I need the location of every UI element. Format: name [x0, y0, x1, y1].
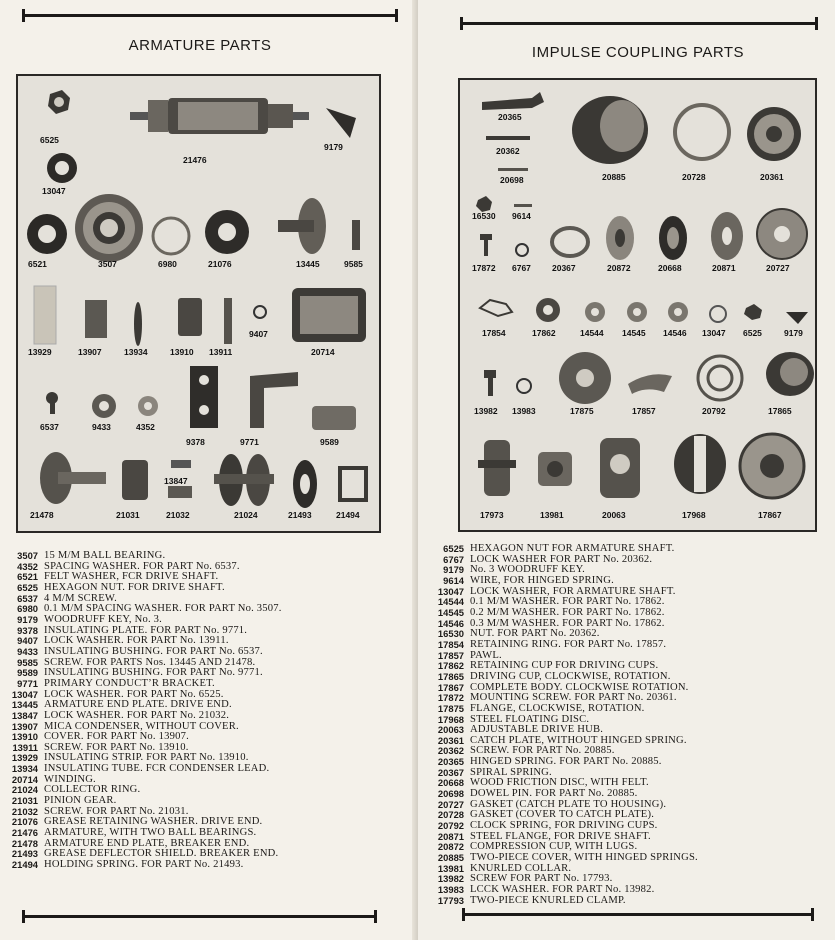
- part-number: 21076: [11, 816, 38, 828]
- part-number: 20063: [437, 724, 464, 736]
- part-number-label: 4352: [136, 422, 155, 432]
- part-description: COMPLETE BODY. CLOCKWISE ROTATION.: [470, 681, 689, 693]
- part-description: ARMATURE END PLATE. DRIVE END.: [44, 699, 232, 711]
- part-number: 13907: [11, 720, 38, 732]
- part-description: GREASE RETAINING WASHER. DRIVE END.: [44, 816, 263, 828]
- part-number: 9378: [17, 624, 38, 636]
- part-description: CLOCK SPRING, FOR DRIVING CUPS.: [470, 820, 658, 832]
- part-number: 9614: [443, 574, 464, 586]
- part-list-row: [428, 704, 833, 715]
- part-number: 17865: [437, 670, 464, 682]
- part-description: LOCK WASHER, FOR ARMATURE SHAFT.: [470, 585, 676, 597]
- part-number-label: 20727: [766, 263, 790, 273]
- part-number-label: 3507: [98, 259, 117, 269]
- part-number-label: 20367: [552, 263, 576, 273]
- part-number-label: 20063: [602, 510, 626, 520]
- part-number-label: 21494: [336, 510, 360, 520]
- part-number: 14545: [437, 606, 464, 618]
- part-number-label: 13982: [474, 406, 498, 416]
- part-description: SCREW FOR PART No. 17793.: [470, 873, 613, 885]
- part-description: FLANGE, CLOCKWISE, ROTATION.: [470, 702, 645, 714]
- part-number: 17857: [437, 649, 464, 661]
- part-number: 13445: [11, 699, 38, 711]
- right-page: [418, 0, 835, 940]
- part-list-row: [428, 640, 833, 651]
- part-description: SCREW. FOR PART No. 13910.: [44, 741, 189, 753]
- part-description: NUT. FOR PART No. 20362.: [470, 628, 600, 640]
- bottom-rule: [462, 913, 814, 916]
- part-list-row: [2, 860, 407, 871]
- part-description: KNURLED COLLAR.: [470, 862, 572, 874]
- part-number: 20367: [437, 766, 464, 778]
- part-description: TWO-PIECE COVER, WITH HINGED SPRINGS.: [470, 852, 698, 864]
- part-list-row: [2, 711, 407, 722]
- part-description: LOCK WASHER. FOR PART No. 21032.: [44, 709, 230, 721]
- part-number: 17968: [437, 713, 464, 725]
- part-number: 20365: [437, 756, 464, 768]
- part-number: 21032: [11, 805, 38, 817]
- part-description: GREASE DEFLECTOR SHIELD. BREAKER END.: [44, 848, 279, 860]
- part-description: GASKET (COVER TO CATCH PLATE).: [470, 809, 655, 821]
- part-number: 9589: [17, 667, 38, 679]
- part-number: 9585: [17, 656, 38, 668]
- part-number-label: 17854: [482, 328, 506, 338]
- part-description: LOCK WASHER FOR PART No. 20362.: [470, 553, 653, 565]
- part-number: 17793: [437, 894, 464, 906]
- part-number-label: 13911: [209, 347, 233, 357]
- part-description: HINGED SPRING. FOR PART No. 20885.: [470, 756, 662, 768]
- woodruff-key-part: [326, 108, 356, 138]
- part-description: SCREW. FOR PARTS Nos. 13445 AND 21478.: [44, 656, 256, 668]
- part-number: 4352: [17, 560, 38, 572]
- part-number: 13929: [11, 752, 38, 764]
- part-description: WOODRUFF KEY, No. 3.: [44, 613, 162, 625]
- part-description: LOCK WASHER. FOR PART No. 6525.: [44, 688, 224, 700]
- part-number-label: 6537: [40, 422, 59, 432]
- part-description: LCCK WASHER. FOR PART No. 13982.: [470, 884, 655, 895]
- part-number: 6525: [17, 581, 38, 593]
- part-description: RETAINING CUP FOR DRIVING CUPS.: [470, 660, 659, 672]
- part-description: 0.3 M/M WASHER. FOR PART No. 17862.: [470, 617, 665, 629]
- part-list-row: [2, 679, 407, 690]
- part-number-label: 6521: [28, 259, 47, 269]
- part-description: STEEL FLANGE, FOR DRIVE SHAFT.: [470, 830, 651, 842]
- part-number: 17862: [437, 660, 464, 672]
- part-number: 13047: [11, 688, 38, 700]
- part-description: COMPRESSION CUP, WITH LUGS.: [470, 841, 638, 853]
- part-description: No. 3 WOODRUFF KEY.: [470, 564, 585, 576]
- part-number-label: 9179: [784, 328, 803, 338]
- part-description: SPACING WASHER. FOR PART No. 6537.: [44, 560, 240, 572]
- part-number: 21478: [11, 837, 38, 849]
- part-description: 4 M/M SCREW.: [44, 592, 117, 604]
- part-number: 21024: [11, 784, 38, 796]
- part-description: SCREW. FOR PART No. 20885.: [470, 745, 615, 757]
- part-number: 17867: [437, 681, 464, 693]
- part-number-label: 20792: [702, 406, 726, 416]
- part-number-label: 9589: [320, 437, 339, 447]
- part-number: 20872: [437, 841, 464, 853]
- part-number: 13911: [12, 741, 38, 753]
- part-number: 16530: [437, 628, 464, 640]
- page-title: ARMATURE PARTS: [128, 37, 272, 54]
- part-number: 20714: [11, 773, 38, 785]
- part-number-label: 13983: [512, 406, 536, 416]
- part-number: 21494: [11, 859, 38, 871]
- part-description: SCREW. FOR PART No. 21031.: [44, 805, 189, 817]
- part-number: 20362: [437, 745, 464, 757]
- part-number: 14546: [437, 617, 464, 629]
- part-number-label: 20728: [682, 172, 706, 182]
- part-description: MICA CONDENSER, WITHOUT COVER.: [44, 720, 239, 732]
- part-number: 9179: [443, 564, 464, 576]
- parts-list: [2, 551, 407, 871]
- part-number: 13981: [437, 862, 464, 874]
- part-number-label: 14544: [580, 328, 604, 338]
- part-number-label: 21032: [166, 510, 190, 520]
- part-number: 21476: [11, 827, 38, 839]
- top-rule: [460, 22, 818, 25]
- part-number-label: 21031: [116, 510, 140, 520]
- page-title: IMPULSE COUPLING PARTS: [531, 44, 745, 61]
- part-number-label: 13934: [124, 347, 148, 357]
- part-number: 13047: [437, 585, 464, 597]
- part-number-label: 20872: [607, 263, 631, 273]
- part-number-label: 9614: [512, 211, 531, 221]
- part-description: GASKET (CATCH PLATE TO HOUSING).: [470, 798, 667, 810]
- part-number: 20727: [437, 798, 464, 810]
- part-number: 17875: [437, 702, 464, 714]
- part-number-label: 14545: [622, 328, 646, 338]
- part-number-label: 13445: [296, 259, 320, 269]
- part-number: 20668: [437, 777, 464, 789]
- part-description: HOLDING SPRING. FOR PART No. 21493.: [44, 859, 244, 871]
- part-description: DOWEL PIN. FOR PART No. 20885.: [470, 788, 638, 800]
- part-number-label: 13847: [164, 476, 188, 486]
- part-number-label: 20362: [496, 146, 520, 156]
- part-list-row: [428, 896, 833, 907]
- part-description: INSULATING BUSHING. FOR PART No. 6537.: [44, 645, 263, 657]
- part-number-label: 21076: [208, 259, 232, 269]
- part-number: 21493: [11, 848, 38, 860]
- part-description: ARMATURE, WITH TWO BALL BEARINGS.: [44, 827, 257, 839]
- part-description: WOOD FRICTION DISC, WITH FELT.: [470, 777, 649, 789]
- part-number-label: 13907: [78, 347, 102, 357]
- part-list-row: [428, 608, 833, 619]
- part-description: DRIVING CUP, CLOCKWISE, ROTATION.: [470, 670, 671, 682]
- part-number-label: 20668: [658, 263, 682, 273]
- armature-part: [148, 100, 168, 132]
- part-description: HEXAGON NUT. FOR DRIVE SHAFT.: [44, 581, 225, 593]
- part-number: 9179: [17, 613, 38, 625]
- part-description: 0.2 M/M WASHER. FOR PART No. 17862.: [470, 606, 665, 618]
- part-description: 0.1 M/M WASHER. FOR PART No. 17862.: [470, 596, 665, 608]
- part-description: PAWL.: [470, 649, 502, 661]
- part-description: ADJUSTABLE DRIVE HUB.: [470, 724, 604, 736]
- part-description: WINDING.: [44, 773, 96, 785]
- part-number: 20885: [437, 852, 464, 864]
- parts-plate: [458, 78, 817, 532]
- part-description: TWO-PIECE KNURLED CLAMP.: [470, 894, 626, 906]
- part-number: 6767: [443, 553, 464, 565]
- part-number-label: 9585: [344, 259, 363, 269]
- part-number-label: 13981: [540, 510, 564, 520]
- part-description: STEEL FLOATING DISC.: [470, 713, 590, 725]
- part-number-label: 13929: [28, 347, 52, 357]
- part-number: 21031: [11, 795, 38, 807]
- part-number-label: 17867: [758, 510, 782, 520]
- part-number: 6525: [443, 543, 464, 554]
- part-number-label: 16530: [472, 211, 496, 221]
- part-number: 6537: [17, 592, 38, 604]
- part-number: 13934: [11, 763, 38, 775]
- part-number: 20361: [437, 734, 464, 746]
- part-number-label: 20714: [311, 347, 335, 357]
- part-description: 0.1 M/M SPACING WASHER. FOR PART No. 3507.: [44, 603, 282, 615]
- part-description: MOUNTING SCREW. FOR PART No. 20361.: [470, 692, 677, 704]
- part-number: 9407: [17, 635, 38, 647]
- part-number-label: 21478: [30, 510, 54, 520]
- part-description: INSULATING STRIP. FOR PART No. 13910.: [44, 752, 249, 764]
- part-number-label: 9433: [92, 422, 111, 432]
- part-number-label: 6980: [158, 259, 177, 269]
- part-number: 6521: [17, 571, 38, 583]
- part-number: 20728: [437, 809, 464, 821]
- part-number: 3507: [17, 550, 38, 561]
- part-number-label: 17862: [532, 328, 556, 338]
- parts-list: [428, 544, 833, 906]
- part-number-label: 6525: [40, 135, 59, 145]
- part-number-label: 13910: [170, 347, 194, 357]
- part-number-label: 6525: [743, 328, 762, 338]
- part-description: PINION GEAR.: [44, 795, 117, 807]
- parts-plate: [16, 74, 381, 533]
- part-description: LOCK WASHER. FOR PART No. 13911.: [44, 635, 229, 647]
- part-number-label: 21476: [183, 155, 207, 165]
- part-number-label: 17968: [682, 510, 706, 520]
- part-description: PRIMARY CONDUCT’R BRACKET.: [44, 677, 215, 689]
- part-number-label: 17857: [632, 406, 656, 416]
- part-number: 20871: [437, 830, 464, 842]
- part-description: COLLECTOR RING.: [44, 784, 141, 796]
- part-number: 6980: [17, 603, 38, 615]
- part-number: 17854: [437, 638, 464, 650]
- part-number-label: 20698: [500, 175, 524, 185]
- part-number: 9771: [17, 677, 38, 689]
- part-description: INSULATING PLATE. FOR PART No. 9771.: [44, 624, 248, 636]
- part-number: 13910: [11, 731, 38, 743]
- part-list-row: [428, 672, 833, 683]
- part-description: HEXAGON NUT FOR ARMATURE SHAFT.: [470, 543, 675, 554]
- part-number-label: 9378: [186, 437, 205, 447]
- part-number-label: 6767: [512, 263, 531, 273]
- part-number: 13847: [11, 709, 38, 721]
- part-description: ARMATURE END PLATE, BREAKER END.: [44, 837, 250, 849]
- part-description: INSULATING BUSHING. FOR PART No. 9771.: [44, 667, 263, 679]
- top-rule: [22, 14, 398, 17]
- part-description: RETAINING RING. FOR PART No. 17857.: [470, 638, 667, 650]
- part-number-label: 21024: [234, 510, 258, 520]
- part-number-label: 17973: [480, 510, 504, 520]
- part-number-label: 17865: [768, 406, 792, 416]
- part-list-row: [2, 647, 407, 658]
- part-number: 17872: [437, 692, 464, 704]
- part-number: 20698: [437, 788, 464, 800]
- part-description: COVER. FOR PART No. 13907.: [44, 731, 189, 743]
- part-number-label: 20885: [602, 172, 626, 182]
- part-number-label: 20871: [712, 263, 736, 273]
- part-description: FELT WASHER, FCR DRIVE SHAFT.: [44, 571, 219, 583]
- part-description: WIRE, FOR HINGED SPRING.: [470, 574, 614, 586]
- bottom-rule: [22, 915, 377, 918]
- part-number-label: 14546: [663, 328, 687, 338]
- part-number-label: 9771: [240, 437, 259, 447]
- part-description: SPIRAL SPRING.: [470, 766, 552, 778]
- part-description: CATCH PLATE, WITHOUT HINGED SPRING.: [470, 734, 687, 746]
- part-number: 13983: [437, 884, 464, 895]
- part-number-label: 13047: [42, 186, 66, 196]
- part-number-label: 17875: [570, 406, 594, 416]
- part-number: 14544: [437, 596, 464, 608]
- part-description: INSULATING TUBE. FCR CONDENSER LEAD.: [44, 763, 270, 775]
- part-number-label: 20365: [498, 112, 522, 122]
- part-number-label: 9407: [249, 329, 268, 339]
- part-list-row: [2, 615, 407, 626]
- part-number: 20792: [437, 820, 464, 832]
- part-number-label: 9179: [324, 142, 343, 152]
- part-number-label: 20361: [760, 172, 784, 182]
- part-number-label: 13047: [702, 328, 726, 338]
- part-number: 9433: [17, 645, 38, 657]
- part-number: 13982: [437, 873, 464, 885]
- part-number-label: 21493: [288, 510, 312, 520]
- part-number-label: 17872: [472, 263, 496, 273]
- part-description: 15 M/M BALL BEARING.: [44, 550, 166, 561]
